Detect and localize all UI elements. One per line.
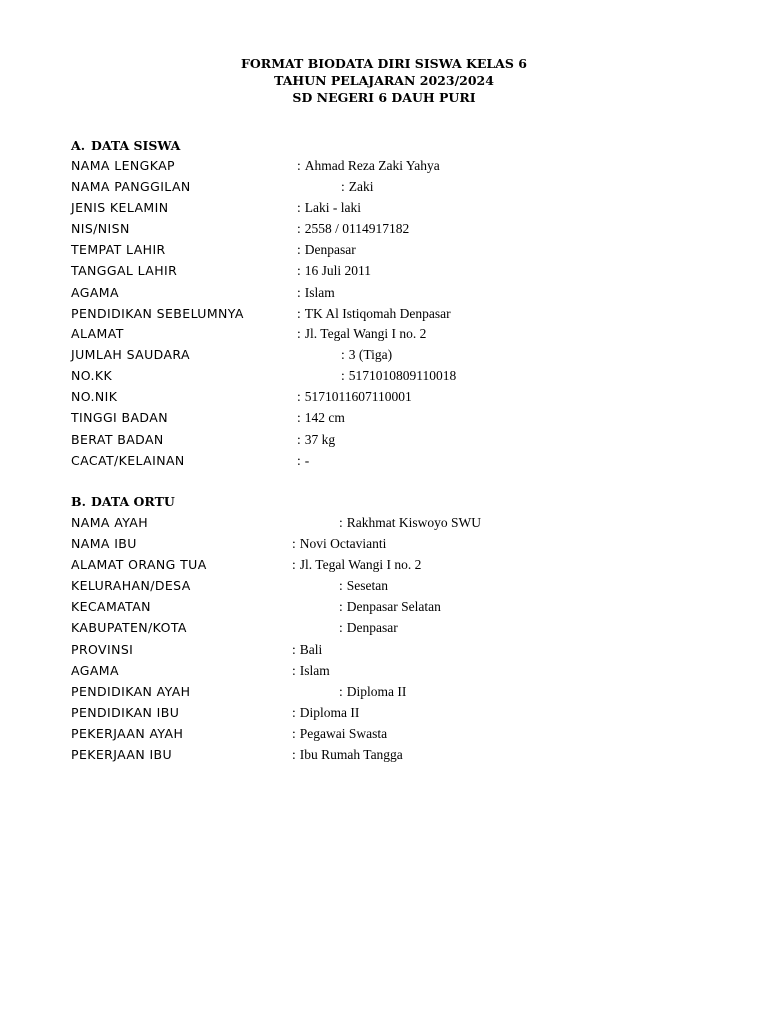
- field-row: [0, 514, 768, 535]
- field-value: : 37 kg: [297, 432, 336, 447]
- field-value: : Zaki: [341, 179, 374, 194]
- field-value: : 3 (Tiga): [341, 347, 393, 362]
- field-label: JUMLAH SAUDARA: [71, 347, 190, 362]
- field-label: PENDIDIKAN SEBELUMNYA: [71, 306, 244, 321]
- field-label: AGAMA: [71, 285, 119, 300]
- field-value: : 142 cm: [297, 410, 345, 425]
- field-value: : Denpasar: [297, 242, 356, 257]
- field-row: [0, 367, 768, 388]
- field-label: PROVINSI: [71, 642, 134, 657]
- field-row: [0, 262, 768, 283]
- field-value: : Islam: [292, 663, 330, 678]
- field-row: [0, 641, 768, 662]
- field-label: TINGGI BADAN: [71, 410, 168, 425]
- field-label: KELURAHAN/DESA: [71, 578, 191, 593]
- field-row: [0, 409, 768, 430]
- field-row: [0, 178, 768, 199]
- field-value: : Diploma II: [339, 684, 407, 699]
- school-name: SD NEGERI 6 DAUH PURI: [292, 90, 476, 105]
- field-label: TANGGAL LAHIR: [71, 263, 178, 278]
- field-label: PENDIDIKAN IBU: [71, 705, 180, 720]
- field-label: KABUPATEN/KOTA: [71, 620, 187, 635]
- field-value: : Rakhmat Kiswoyo SWU: [339, 515, 482, 530]
- field-value: : -: [297, 453, 310, 468]
- field-value: : 5171011607110001: [297, 389, 412, 404]
- field-row: [0, 305, 768, 326]
- field-row: [0, 284, 768, 305]
- field-label: NIS/NISN: [71, 221, 130, 236]
- field-row: [0, 619, 768, 640]
- field-label: AGAMA: [71, 663, 119, 678]
- field-label: JENIS KELAMIN: [71, 200, 169, 215]
- section-b-title: DATA ORTU: [91, 494, 175, 509]
- field-row: [0, 746, 768, 767]
- academic-year: TAHUN PELAJARAN 2023/2024: [274, 73, 494, 88]
- field-row: [0, 704, 768, 725]
- field-label: PEKERJAAN IBU: [71, 747, 173, 762]
- field-row: [0, 556, 768, 577]
- field-value: : Islam: [297, 285, 335, 300]
- field-row: [0, 683, 768, 704]
- field-value: : Jl. Tegal Wangi I no. 2: [297, 326, 427, 341]
- field-value: : TK Al Istiqomah Denpasar: [297, 306, 451, 321]
- field-label: ALAMAT ORANG TUA: [71, 557, 207, 572]
- field-label: BERAT BADAN: [71, 432, 164, 447]
- field-label: TEMPAT LAHIR: [71, 242, 166, 257]
- field-label: NAMA PANGGILAN: [71, 179, 191, 194]
- field-row: [0, 725, 768, 746]
- field-value: : Novi Octavianti: [292, 536, 387, 551]
- field-row: [0, 220, 768, 241]
- section-b-number: B.: [71, 494, 86, 509]
- field-label: CACAT/KELAINAN: [71, 453, 185, 468]
- field-value: : Jl. Tegal Wangi I no. 2: [292, 557, 422, 572]
- field-row: [0, 388, 768, 409]
- field-label: NAMA AYAH: [71, 515, 149, 530]
- field-value: : Denpasar Selatan: [339, 599, 441, 614]
- field-value: : 5171010809110018: [341, 368, 457, 383]
- field-label: PENDIDIKAN AYAH: [71, 684, 191, 699]
- field-value: : Sesetan: [339, 578, 389, 593]
- field-value: : Ibu Rumah Tangga: [292, 747, 403, 762]
- field-value: : Laki - laki: [297, 200, 361, 215]
- field-value: : Pegawai Swasta: [292, 726, 388, 741]
- section-a-heading: [71, 137, 180, 154]
- field-row: [0, 325, 768, 346]
- field-row: [0, 535, 768, 556]
- field-row: [0, 157, 768, 178]
- field-value: : 16 Juli 2011: [297, 263, 372, 278]
- field-value: : Bali: [292, 642, 323, 657]
- field-value: : Denpasar: [339, 620, 398, 635]
- section-b-heading: [71, 493, 175, 510]
- field-value: : Diploma II: [292, 705, 360, 720]
- field-value: : 2558 / 0114917182: [297, 221, 410, 236]
- field-label: NAMA LENGKAP: [71, 158, 175, 173]
- field-row: [0, 199, 768, 220]
- field-label: NAMA IBU: [71, 536, 137, 551]
- field-label: PEKERJAAN AYAH: [71, 726, 184, 741]
- field-label: NO.NIK: [71, 389, 118, 404]
- field-row: [0, 452, 768, 473]
- field-value: : Ahmad Reza Zaki Yahya: [297, 158, 440, 173]
- field-row: [0, 346, 768, 367]
- field-row: [0, 241, 768, 262]
- section-a-number: A.: [71, 138, 86, 153]
- field-label: KECAMATAN: [71, 599, 151, 614]
- section-a-title: DATA SISWA: [91, 138, 181, 153]
- field-row: [0, 662, 768, 683]
- field-row: [0, 598, 768, 619]
- field-label: ALAMAT: [71, 326, 124, 341]
- document-title: FORMAT BIODATA DIRI SISWA KELAS 6: [241, 56, 527, 71]
- field-label: NO.KK: [71, 368, 113, 383]
- field-row: [0, 577, 768, 598]
- field-row: [0, 431, 768, 452]
